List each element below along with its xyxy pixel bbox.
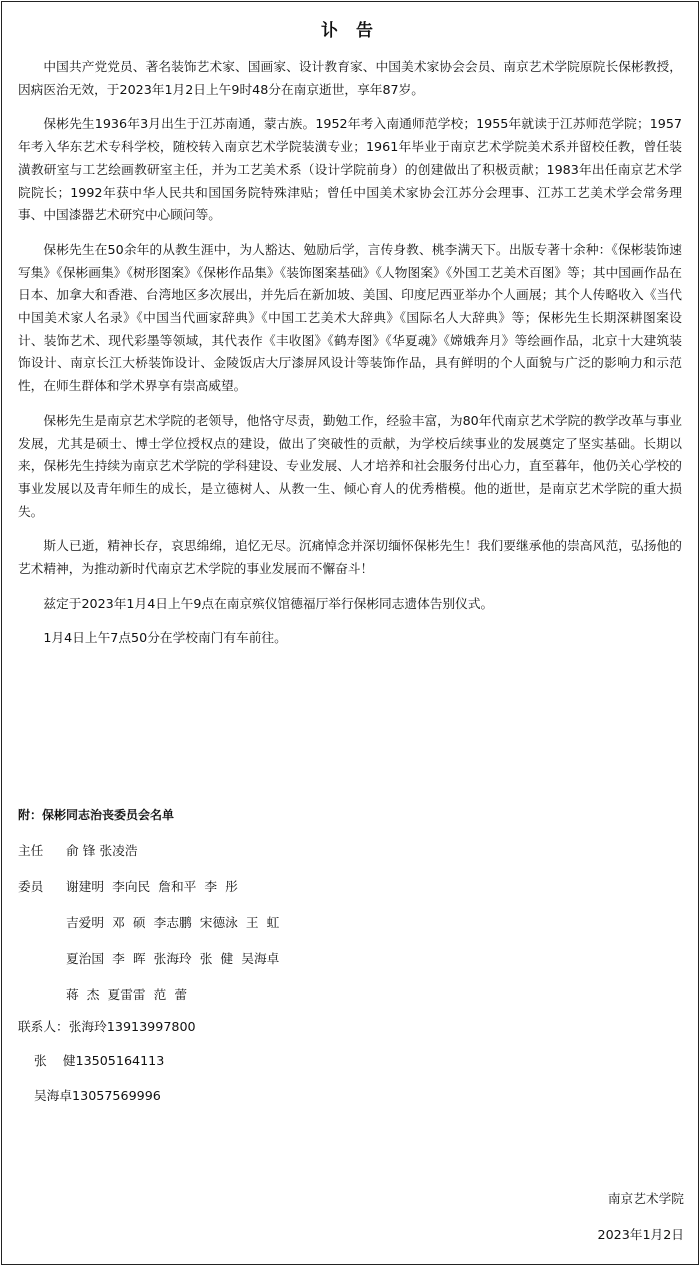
document-title: 讣 告 bbox=[321, 21, 379, 41]
contact-entry: 吴海卓13057569996 bbox=[34, 1088, 161, 1103]
member-label: 委员 bbox=[18, 879, 44, 894]
paragraph-contributions: 保彬先生是南京艺术学院的老领导，他恪守尽责，勤勉工作，经验丰富，为80年代南京艺术学院的教学改革与事业发展，尤其是硕士、博士学位授权点的建设，做出了突破性的贡献，为学校后续事业的发展奠定了坚实基础。长期以来，保彬先生持续为南京艺术学院的学科建设、专业发展、人才培养和社会服务付出心力，直至暮年，他仍关心学校的事业发展以及青年师生的成长，是立德树人、从教一生、倾心育人的优秀楷模。他的逝世，是南京艺术学院的重大损失。 bbox=[18, 412, 682, 519]
paragraph-works: 保彬先生在50余年的从教生涯中，为人豁达、勉励后学，言传身教、桃李满天下。出版专著十余种：《保彬装饰速写集》《保彬画集》《树形图案》《保彬作品集》《装饰图案基础》《人物图案》《外国工艺美术百图》等；其中国画作品在日本、加拿大和香港、台湾地区多次展出，并先后在新加坡、美国、印度尼西亚举办个人画展；其个人传略收入《当代中国美术家人名录》《中国当代画家辞典》《中国工艺美术大辞典》《国际名人大辞典》等；保彬先生长期深耕图案设计、装饰艺术、现代彩墨等领域，其代表作《丰收图》《鹤寿图》《华夏魂》《嫦娥奔月》等绘画作品，北京十大建筑装饰设计、南京长江大桥装饰设计、金陵饭店大厅漆屏风设计等装饰作品，具有鲜明的个人面貌与广泛的影响力和示范性，在师生群体和学术界享有崇高威望。 bbox=[18, 241, 682, 394]
member-names: 吉爱明 邓 硕 李志鹏 宋德泳 王 虹 bbox=[66, 915, 280, 930]
contact-label: 联系人： bbox=[18, 1019, 69, 1034]
obituary-body bbox=[18, 56, 682, 662]
contact-row-first bbox=[18, 1016, 196, 1035]
signature-date: 2023年1月2日 bbox=[597, 1227, 684, 1242]
director-label: 主任 bbox=[18, 843, 44, 858]
committee-heading: 附：保彬同志治丧委员会名单 bbox=[18, 808, 175, 822]
member-names: 谢建明 李向民 詹和平 李 彤 bbox=[66, 879, 238, 894]
signature-organization: 南京艺术学院 bbox=[607, 1191, 684, 1206]
obituary-document bbox=[1, 1, 699, 1265]
member-names: 蒋 杰 夏雷雷 范 蕾 bbox=[66, 987, 188, 1002]
contact-entry: 张海玲13913997800 bbox=[68, 1019, 196, 1034]
paragraph-biography: 保彬先生1936年3月出生于江苏南通，蒙古族。1952年考入南通师范学校；1955年就读于江苏师范学院；1957年考入华东艺术专科学校，随校转入南京艺术学院装潢专业；1961年毕业于南京艺术学院美术系并留校任教，曾任装潢教研室与工艺绘画教研室主任，并为工艺美术系（设计学院前身）的创建做出了积极贡献；1983年出任南京艺术学院院长；1992年获中华人民共和国国务院特殊津贴；曾任中国美术家协会江苏分会理事、江苏工艺美术学会常务理事、中国漆器艺术研究中心顾问等。 bbox=[18, 116, 682, 223]
director-names: 俞 锋 张凌浩 bbox=[66, 843, 138, 858]
paragraph-transport: 1月4日上午7点50分在学校南门有车前往。 bbox=[43, 630, 287, 646]
paragraph-announcement: 中国共产党党员、著名装饰艺术家、国画家、设计教育家、中国美术家协会会员、南京艺术学院原院长保彬教授，因病医治无效，于2023年1月2日上午9时48分在南京逝世，享年87岁。 bbox=[18, 59, 682, 97]
contact-entry: 张 健13505164113 bbox=[34, 1053, 165, 1068]
member-names: 夏治国 李 晖 张海玲 张 健 吴海卓 bbox=[66, 951, 280, 966]
paragraph-mourning: 斯人已逝，精神长存，哀思绵绵，追忆无尽。沉痛悼念并深切缅怀保彬先生！我们要继承他的崇高风范，弘扬他的艺术精神，为推动新时代南京艺术学院的事业发展而不懈奋斗！ bbox=[18, 538, 682, 577]
paragraph-ceremony: 兹定于2023年1月4日上午9点在南京殡仪馆德福厅举行保彬同志遗体告别仪式。 bbox=[43, 595, 494, 611]
